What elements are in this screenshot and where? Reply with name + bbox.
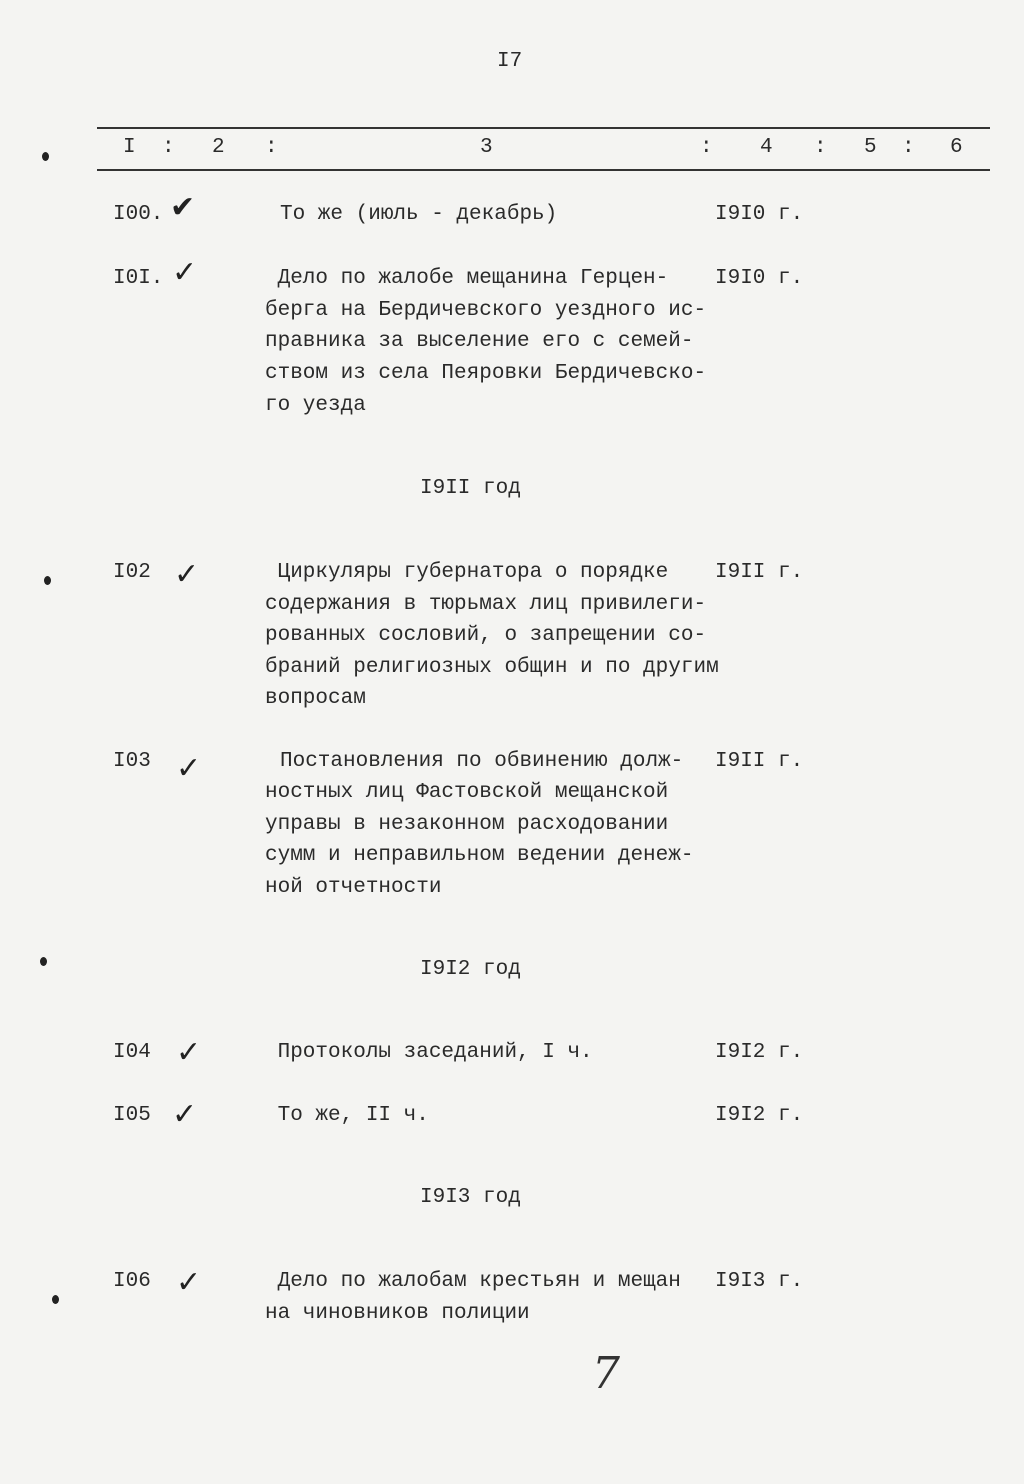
entry-description-line: Дело по жалобам крестьян и мещан xyxy=(265,1270,681,1293)
entry-description-line: То же, II ч. xyxy=(265,1104,429,1127)
entry-description-line: Дело по жалобе мещанина Герцен- xyxy=(265,267,669,290)
entry-number: I06 xyxy=(113,1270,151,1293)
column-header-0: I xyxy=(123,136,136,159)
punch-hole-mark xyxy=(40,957,47,966)
punch-hole-mark xyxy=(44,576,51,585)
entry-number: I00. xyxy=(113,203,164,226)
entry-year: I9II г. xyxy=(715,561,804,584)
entry-description-line: ством из села Пеяровки Бердичевско- xyxy=(265,362,707,385)
entry-description-line: берга на Бердичевского уездного ис- xyxy=(265,299,707,322)
entry-year: I9I3 г. xyxy=(715,1270,804,1293)
entry-description-line: Протоколы заседаний, I ч. xyxy=(265,1041,593,1064)
entry-number: I0I. xyxy=(113,267,164,290)
year-heading: I9I3 год xyxy=(420,1186,521,1209)
column-header-10: 6 xyxy=(950,136,963,159)
entry-year: I9I0 г. xyxy=(715,203,804,226)
entry-number: I02 xyxy=(113,561,151,584)
entry-description-line: То же (июль - декабрь) xyxy=(280,203,558,226)
entry-description-line: на чиновников полиции xyxy=(265,1302,530,1325)
checkmark-icon: ✓ xyxy=(172,1097,198,1132)
handwritten-mark: 7 xyxy=(592,1348,620,1399)
checkmark-icon: ✓ xyxy=(174,557,200,592)
column-header-4: 3 xyxy=(480,136,493,159)
column-header-7: : xyxy=(814,136,827,159)
column-header-5: : xyxy=(700,136,713,159)
entry-description-line: браний религиозных общин и по другим xyxy=(265,656,719,679)
entry-description-line: правника за выселение его с семей- xyxy=(265,330,694,353)
page-number: I7 xyxy=(497,50,523,73)
entry-year: I9I2 г. xyxy=(715,1104,804,1127)
entry-number: I04 xyxy=(113,1041,151,1064)
entry-description-line: го уезда xyxy=(265,394,366,417)
column-header-8: 5 xyxy=(864,136,877,159)
entry-description-line: Циркуляры губернатора о порядке xyxy=(265,561,669,584)
entry-description-line: рованных сословий, о запрещении со- xyxy=(265,624,707,647)
entry-description-line: сумм и неправильном ведении денеж- xyxy=(265,844,694,867)
entry-number: I03 xyxy=(113,750,151,773)
checkmark-icon: ✓ xyxy=(176,751,202,786)
entry-description-line: ной отчетности xyxy=(265,876,442,899)
entry-year: I9II г. xyxy=(715,750,804,773)
column-header-1: : xyxy=(162,136,175,159)
year-heading: I9I2 год xyxy=(420,958,521,981)
entry-year: I9I2 г. xyxy=(715,1041,804,1064)
entry-description-line: содержания в тюрьмах лиц привилеги- xyxy=(265,593,707,616)
entry-year: I9I0 г. xyxy=(715,267,804,290)
checkmark-icon: ✓ xyxy=(176,1265,202,1300)
entry-description-line: вопросам xyxy=(265,687,366,710)
punch-hole-mark xyxy=(52,1295,59,1304)
entry-description-line: Постановления по обвинению долж- xyxy=(280,750,684,773)
header-bottom-rule xyxy=(97,169,990,171)
checkmark-icon: ✓ xyxy=(176,1035,202,1070)
column-header-2: 2 xyxy=(212,136,225,159)
checkmark-icon: ✔ xyxy=(170,190,196,225)
entry-description-line: управы в незаконном расходовании xyxy=(265,813,669,836)
column-header-6: 4 xyxy=(760,136,773,159)
checkmark-icon: ✓ xyxy=(172,255,198,290)
header-top-rule xyxy=(97,127,990,129)
entry-number: I05 xyxy=(113,1104,151,1127)
column-header-3: : xyxy=(265,136,278,159)
entry-description-line: ностных лиц Фастовской мещанской xyxy=(265,781,669,804)
column-header-9: : xyxy=(902,136,915,159)
punch-hole-mark xyxy=(42,152,49,161)
year-heading: I9II год xyxy=(420,477,521,500)
